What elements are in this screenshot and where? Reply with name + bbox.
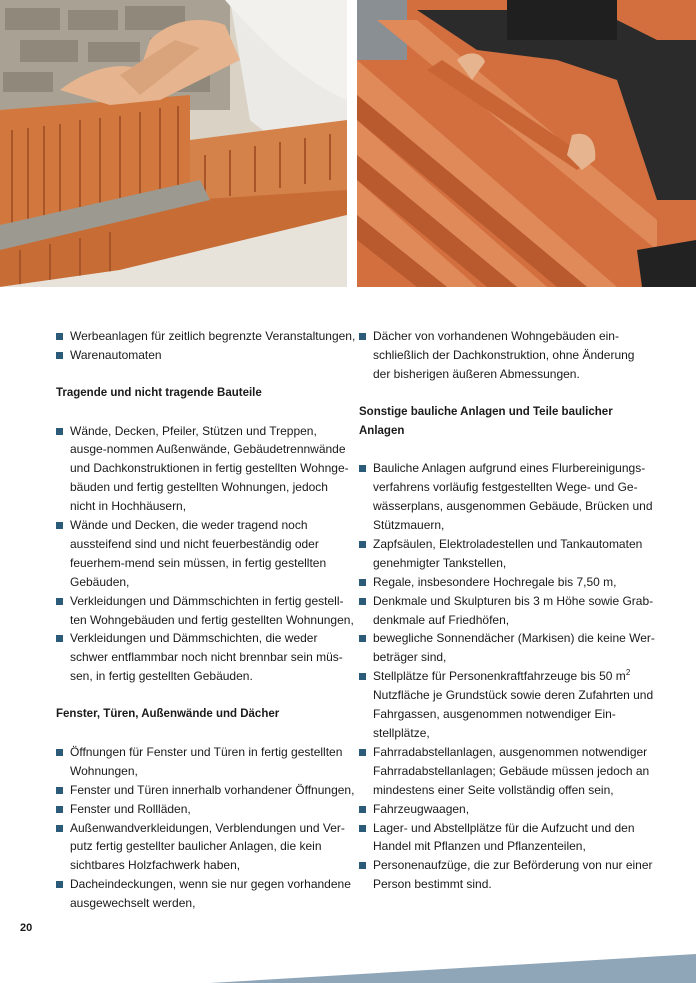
- list-item: Verkleidungen und Dämmschichten, die weder schwer entflammbar noch nicht brennbar sein müs-sen, in fertig gestellten Gebäuden.: [56, 629, 356, 686]
- roof-tiles-illustration: [357, 0, 696, 287]
- square-superscript: 2: [625, 668, 631, 678]
- list-item: Verkleidungen und Dämmschichten in fertig gestell-ten Wohngebäuden und fertig gestellten Wohnungen,: [56, 592, 356, 630]
- list-item: Wände und Decken, die weder tragend noch aussteifend sind und nicht feuerbeständig oder feuerhem-mend sein müssen, in fertig gestellten Gebäuden,: [56, 516, 356, 592]
- page-number: 20: [20, 922, 33, 934]
- other-structures-list: [359, 459, 655, 894]
- windows-doors-list: [56, 743, 356, 913]
- list-item: Denkmale und Skulpturen bis 3 m Höhe sowie Grab-denkmale auf Friedhöfen,: [359, 592, 655, 630]
- intro-list-right: [359, 327, 655, 384]
- roof-tiling-photo: [357, 0, 696, 287]
- list-item: Fenster und Türen innerhalb vorhandener Öffnungen,: [56, 781, 356, 800]
- list-item: Warenautomaten: [56, 346, 356, 365]
- brick-wall-construction-photo: [0, 0, 347, 287]
- list-item: Dacheindeckungen, wenn sie nur gegen vorhandene ausgewechselt werden,: [56, 875, 356, 913]
- list-item: bewegliche Sonnendächer (Markisen) die keine Wer-beträger sind,: [359, 629, 655, 667]
- intro-list-left: [56, 327, 356, 365]
- right-text-column: [359, 327, 655, 894]
- list-item-parking: [359, 667, 655, 743]
- list-item: Öffnungen für Fenster und Türen in fertig gestellten Wohnungen,: [56, 743, 356, 781]
- list-item: Dächer von vorhandenen Wohngebäuden ein-schließlich der Dachkonstruktion, ohne Änderung der bisherigen äußeren Abmessungen.: [359, 327, 655, 384]
- left-text-column: [56, 327, 356, 913]
- section-heading-load-bearing: Tragende und nicht tragende Bauteile: [56, 386, 262, 399]
- section-heading-other-structures: Sonstige bauliche Anlagen und Teile baulicher Anlagen: [359, 405, 613, 437]
- list-item: Wände, Decken, Pfeiler, Stützen und Treppen, ausge-nommen Außenwände, Gebäudetrennwände und Dachkonstruktionen in fertig gestellten Wohnge-bäuden und fertig gestellten Wohnungen, jedoch nicht in Hochhäusern,: [56, 422, 356, 517]
- list-item: Lager- und Abstellplätze für die Aufzucht und den Handel mit Pflanzen und Pflanzenteilen,: [359, 819, 655, 857]
- list-item: Zapfsäulen, Elektroladestellen und Tankautomaten genehmigter Tankstellen,: [359, 535, 655, 573]
- section-heading-windows-doors: Fenster, Türen, Außenwände und Dächer: [56, 708, 280, 721]
- parking-text-after: Nutzfläche je Grundstück sowie deren Zufahrten und Fahrgassen, ausgenommen notwendiger Ein-stellplätze,: [373, 688, 654, 740]
- list-item: Regale, insbesondere Hochregale bis 7,50 m,: [359, 573, 655, 592]
- load-bearing-list: [56, 422, 356, 687]
- list-item: Fahrzeugwaagen,: [359, 800, 655, 819]
- list-item: Fenster und Rollläden,: [56, 800, 356, 819]
- parking-text-before: Stellplätze für Personenkraftfahrzeuge bis 50 m: [373, 669, 626, 684]
- list-item: Bauliche Anlagen aufgrund eines Flurbereinigungs-verfahrens vorläufig festgestellten Wege- und Ge-wässerplans, ausgenommen Gebäude, Brücken und Stützmauern,: [359, 459, 655, 535]
- list-item: Außenwandverkleidungen, Verblendungen und Ver-putz fertig gestellter baulicher Anlagen, die kein sichtbares Holzfachwerk haben,: [56, 819, 356, 876]
- list-item: Werbeanlagen für zeitlich begrenzte Veranstaltungen,: [56, 327, 356, 346]
- brick-wall-illustration: [0, 0, 347, 287]
- footer-swoosh: [210, 954, 696, 983]
- list-item: Fahrradabstellanlagen, ausgenommen notwendiger Fahrradabstellanlagen; Gebäude müssen jedoch an mindestens einer Seite vollständig offen sein,: [359, 743, 655, 800]
- footer-decoration-band: [0, 940, 696, 983]
- list-item: Personenaufzüge, die zur Beförderung von nur einer Person bestimmt sind.: [359, 856, 655, 894]
